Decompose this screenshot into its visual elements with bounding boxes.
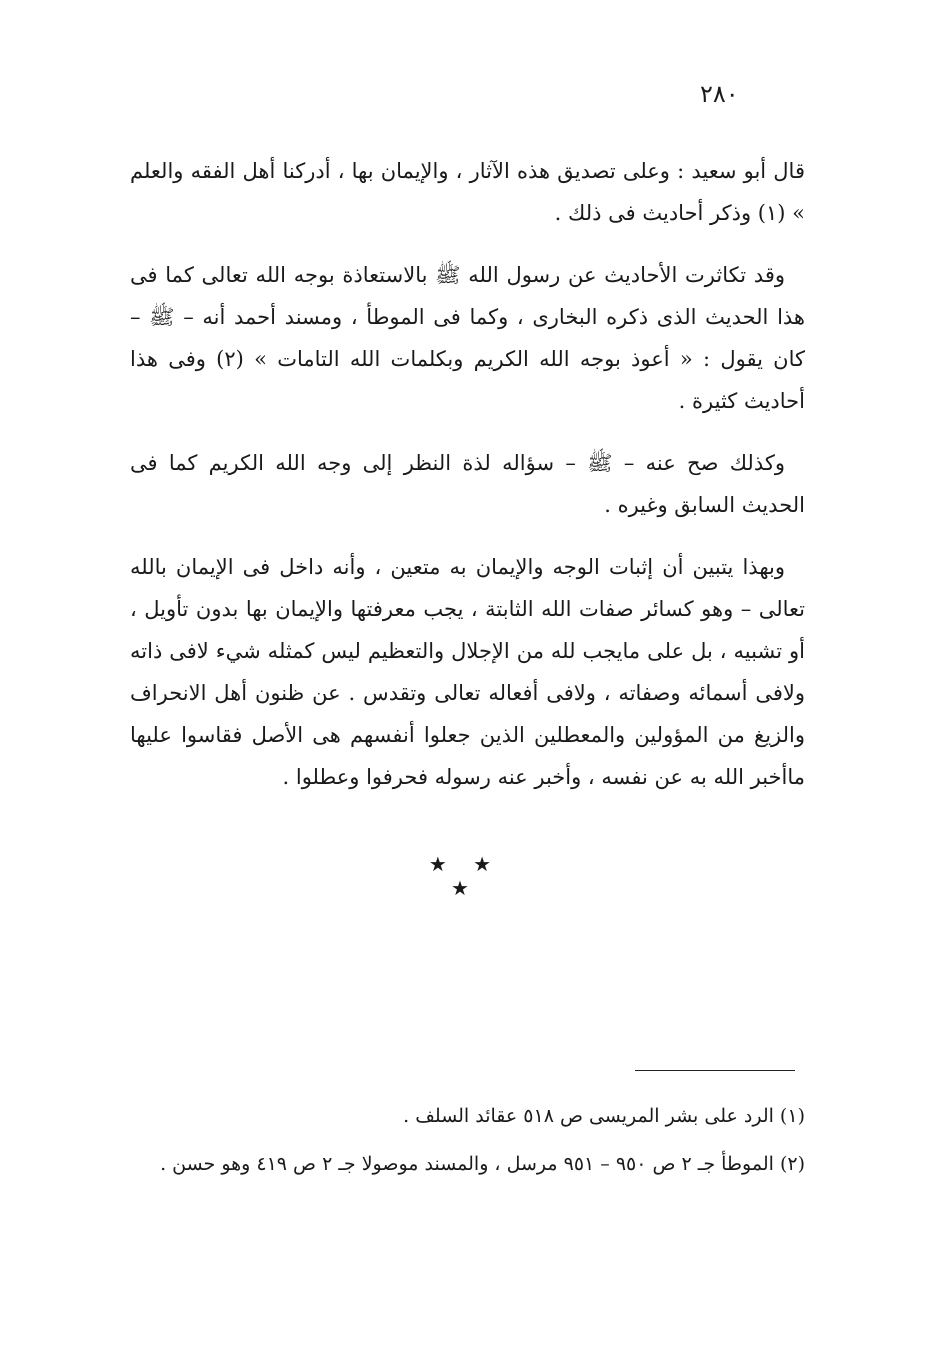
main-text <box>130 150 805 818</box>
page-number: ٢٨٠ <box>700 80 739 108</box>
paragraph: وبهذا يتبين أن إثبات الوجه والإيمان به متعين ، وأنه داخل فى الإيمان بالله تعالى – وهو كسائر صفات الله الثابتة ، يجب معرفتها والإيمان بها بدون تأويل ، أو تشبيه ، بل على مايجب لله من الإجلال والتعظيم ليس كمثله شيء لافى ذاته ولافى أسمائه وصفاته ، ولافى أفعاله تعالى وتقدس . عن ظنون أهل الانحراف والزيغ من المؤولين والمعطلين الذين جعلوا أنفسهم هى الأصل فقاسوا عليها ماأخبر الله به عن نفسه ، وأخبر عنه رسوله فحرفوا وعطلوا . <box>130 555 805 789</box>
paragraph: قال أبو سعيد : وعلى تصديق هذه الآثار ، والإيمان بها ، أدركنا أهل الفقه والعلم » (١) وذكر أحاديث فى ذلك . <box>130 159 805 225</box>
section-separator-stars: ★ ★ ★ <box>428 852 502 900</box>
footnote: (٢) الموطأ جـ ٢ ص ٩٥٠ – ٩٥١ مرسل ، والمسند موصولا جـ ٢ ص ٤١٩ وهو حسن . <box>160 1153 805 1175</box>
footnotes <box>130 1098 805 1194</box>
paragraph: وقد تكاثرت الأحاديث عن رسول الله ﷺ بالاستعاذة بوجه الله تعالى كما فى هذا الحديث الذى ذكره البخارى ، وكما فى الموطأ ، ومسند أحمد أنه – ﷺ – كان يقول : « أعوذ بوجه الله الكريم وبكلمات الله التامات » (٢) وفى هذا أحاديث كثيرة . <box>130 263 805 413</box>
footnote: (١) الرد على بشر المريسى ص ٥١٨ عقائد السلف . <box>403 1105 805 1127</box>
paragraph: وكذلك صح عنه – ﷺ – سؤاله لذة النظر إلى وجه الله الكريم كما فى الحديث السابق وغيره . <box>130 451 805 517</box>
footnote-divider <box>635 1070 795 1071</box>
